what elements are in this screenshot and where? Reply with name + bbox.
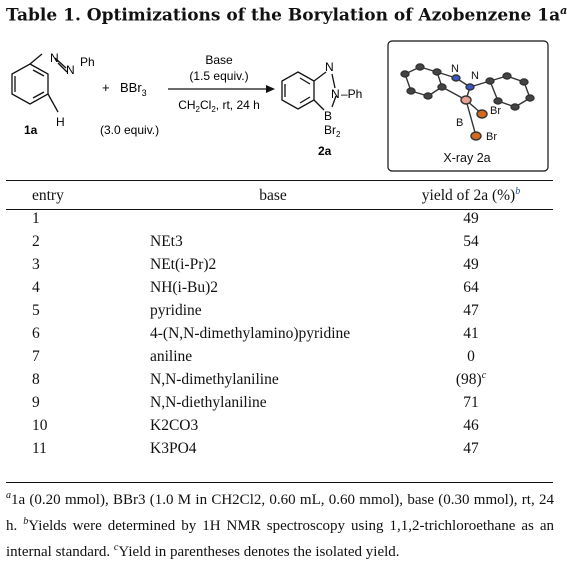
footnote-b-marker: b	[23, 516, 29, 527]
cell-base: K3PO4	[150, 439, 197, 457]
xray-n2: N	[471, 70, 479, 82]
cell-yield: 47	[463, 301, 479, 319]
table-row	[6, 368, 546, 391]
table-row	[6, 437, 546, 460]
table-row	[6, 391, 546, 414]
table-row	[6, 230, 546, 253]
cell-base: aniline	[150, 347, 193, 365]
cell-yield: $(98)^c$	[455, 369, 487, 389]
reaction-arrowhead	[266, 85, 275, 93]
cell-base: N,N-diethylaniline	[150, 393, 267, 411]
reagent-bbr3: BBr$_3$	[120, 80, 147, 98]
cell-entry: 2	[32, 232, 40, 250]
product-b: B	[324, 109, 333, 123]
footnote-c-text: Yield in parentheses denotes the isolated yield.	[118, 544, 400, 560]
product-br2: $Br_2$	[324, 123, 341, 139]
header-rule	[6, 209, 553, 210]
cell-entry: 7	[32, 347, 40, 365]
table-row	[6, 207, 546, 230]
reactant-label: 1a	[24, 123, 38, 137]
footnote-a-text: 1a (0.20 mmol), BBr3 (1.0 M in CH2Cl2, 0.60 mL, 0.60 mmol), base (0.30 mmol), rt, 24 h.	[6, 492, 554, 534]
cell-entry: 10	[32, 416, 48, 434]
product-2a-structure	[282, 72, 336, 110]
footnote-c-marker: c	[113, 542, 119, 553]
header-yield: yield of 2a (%)$^b$	[421, 186, 521, 205]
xray-b: B	[456, 117, 464, 129]
reactant-n1: N	[50, 51, 59, 65]
header-entry: entry	[32, 187, 64, 204]
cell-base: N,N-dimethylaniline	[150, 370, 279, 388]
yield-footnote-marker: c	[481, 369, 487, 381]
table-title: Table 1. Optimizations of the Borylation of Azobenzene $1a^a$	[6, 4, 567, 26]
cell-entry: 3	[32, 255, 40, 273]
cell-base: NEt3	[150, 232, 183, 250]
table-body	[6, 207, 546, 460]
cell-yield: 47	[463, 439, 479, 457]
product-ph: –Ph	[341, 87, 363, 101]
table-row	[6, 345, 546, 368]
results-table	[6, 185, 546, 460]
reactant-1a-structure	[12, 54, 67, 112]
xray-caption: X-ray 2a	[443, 151, 491, 165]
table-row	[6, 276, 546, 299]
product-label: 2a	[318, 144, 332, 158]
product-n2: N	[331, 87, 340, 101]
footnote-b-text: Yields were determined by 1H NMR spectroscopy using 1,1,2-trichloroethane as an internal standard.	[6, 518, 555, 560]
cell-base	[150, 207, 396, 230]
table-bottom-rule	[6, 482, 553, 483]
cell-entry: 5	[32, 301, 40, 319]
cell-entry: 8	[32, 370, 40, 388]
title-footnote-marker: a	[560, 4, 567, 17]
cell-entry: 9	[32, 393, 40, 411]
cell-yield: 64	[463, 278, 479, 296]
cell-entry: 4	[32, 278, 40, 296]
reactant-h: H	[56, 115, 65, 129]
table-row	[6, 299, 546, 322]
footnotes	[6, 485, 554, 563]
xray-n1: N	[451, 63, 459, 75]
header-base: base	[259, 187, 287, 204]
cell-base: NEt(i-Pr)2	[150, 255, 217, 273]
conditions-solvent: $CH_2Cl_2$, rt, 24 h	[178, 98, 260, 114]
conditions-base-equiv: (1.5 equiv.)	[189, 69, 249, 83]
cell-base: K2CO3	[150, 416, 199, 434]
xray-br1: Br	[490, 105, 501, 117]
cell-yield: 0	[467, 347, 475, 365]
footnote-a-marker: a	[6, 490, 11, 501]
cell-base: NH(i-Bu)2	[150, 278, 219, 296]
cell-base: 4-(N,N-dimethylamino)pyridine	[150, 324, 351, 342]
xray-structure	[401, 64, 534, 140]
conditions-base: Base	[205, 53, 233, 67]
table-row	[6, 253, 546, 276]
cell-yield: 49	[463, 209, 479, 227]
cell-entry: 11	[32, 439, 47, 457]
table-top-rule	[6, 180, 553, 181]
cell-yield: 41	[463, 324, 479, 342]
reaction-scheme	[0, 34, 559, 174]
cell-yield: 49	[463, 255, 479, 273]
cell-yield: 54	[463, 232, 479, 250]
table-header-row	[6, 185, 546, 207]
cell-yield: 46	[463, 416, 479, 434]
table-row	[6, 414, 546, 437]
cell-entry: 1	[32, 209, 40, 227]
cell-yield: 71	[463, 393, 479, 411]
reactant-ph: Ph	[80, 55, 95, 69]
table-row	[6, 322, 546, 345]
reactant-n2: N	[66, 63, 75, 77]
cell-entry: 6	[32, 324, 40, 342]
plus-sign: +	[102, 80, 110, 95]
cell-base: pyridine	[150, 301, 202, 319]
product-n1: N	[325, 60, 334, 74]
reagent-equiv: (3.0 equiv.)	[100, 123, 160, 137]
xray-br2: Br	[486, 131, 497, 143]
